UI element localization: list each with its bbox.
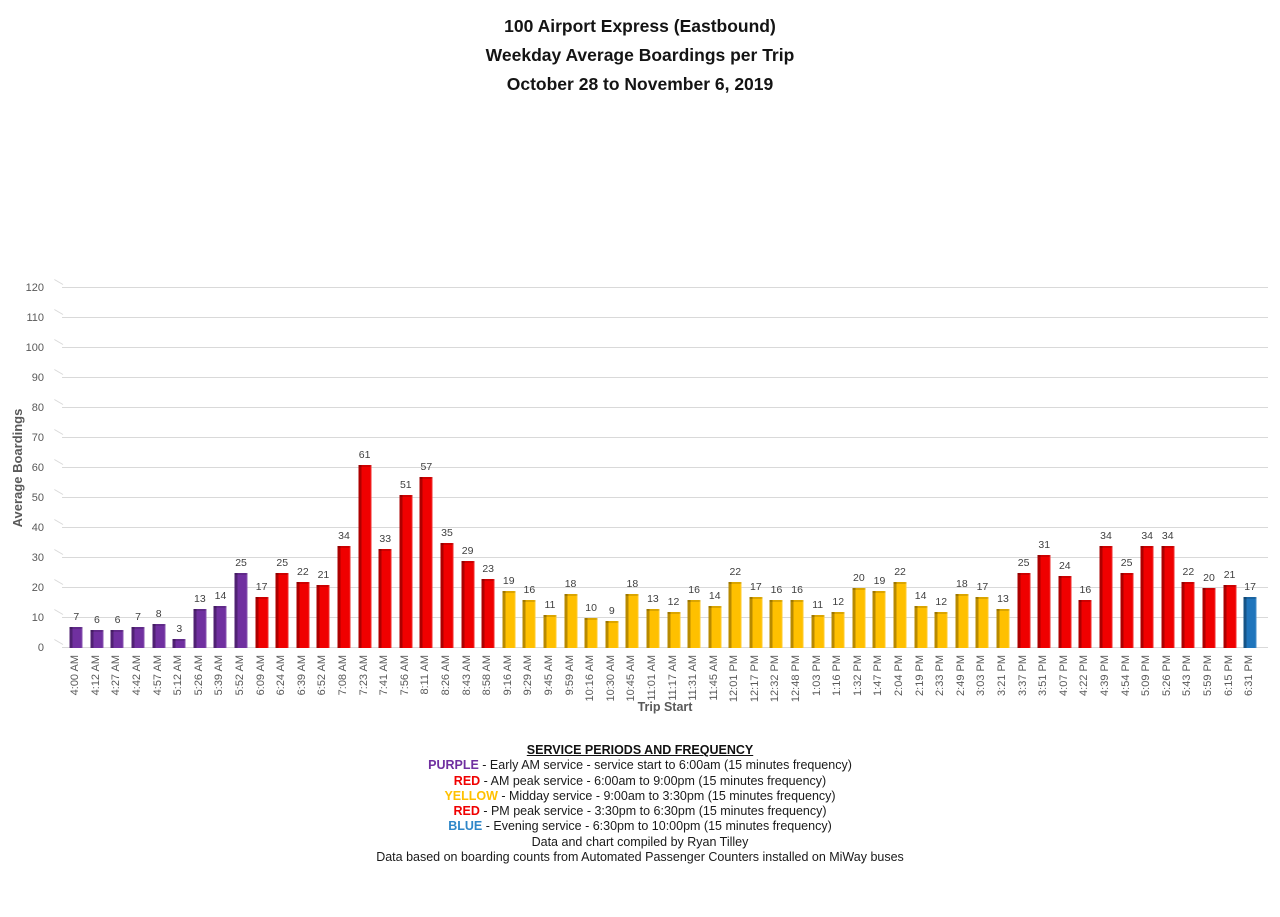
bar-value-label: 24 xyxy=(1058,560,1071,572)
x-tick-label: 9:45 AM xyxy=(542,655,555,696)
bar-value-label: 13 xyxy=(647,593,659,605)
x-tick-label: 4:42 AM xyxy=(131,655,144,696)
bar-5-52-am xyxy=(235,573,248,648)
x-tick-label: 6:52 AM xyxy=(316,655,329,696)
bar-value-label: 34 xyxy=(1141,530,1154,542)
bar-value-label: 22 xyxy=(296,566,309,578)
bar-value-label: 22 xyxy=(1182,566,1195,578)
bar-6-39-am xyxy=(296,582,309,648)
bar-8-58-am xyxy=(482,579,495,648)
bar-6-09-am xyxy=(255,597,268,648)
bar-value-label: 11 xyxy=(812,599,824,611)
bar-4-00-am xyxy=(70,627,83,648)
x-tick-label: 8:58 AM xyxy=(481,655,494,696)
bar-3-37-pm xyxy=(1017,573,1030,648)
bar-value-label: 21 xyxy=(317,569,330,581)
bar-10-16-am xyxy=(585,618,598,648)
chart-title-line3: October 28 to November 6, 2019 xyxy=(506,74,774,94)
bar-9-45-am xyxy=(543,615,556,648)
bar-value-label: 25 xyxy=(235,557,247,569)
x-tick-label: 3:51 PM xyxy=(1037,655,1050,696)
bar-slot xyxy=(169,288,190,696)
bar-7-08-am xyxy=(338,546,351,648)
gridline-nub xyxy=(54,459,63,465)
bar-slot xyxy=(560,288,581,696)
x-tick-label: 1:03 PM xyxy=(810,655,823,696)
gridline-nub xyxy=(54,519,63,525)
bar-10-45-am xyxy=(626,594,639,648)
bar-value-label: 12 xyxy=(935,596,948,608)
x-tick-label: 9:29 AM xyxy=(522,655,535,696)
x-tick-label: 11:45 AM xyxy=(707,655,720,701)
x-tick-label: 7:56 AM xyxy=(398,655,411,696)
x-tick-label: 6:31 PM xyxy=(1243,655,1256,696)
y-tick-label-100: 100 xyxy=(25,342,44,354)
bars-container xyxy=(66,288,1260,703)
bar-slot xyxy=(1055,288,1076,696)
chart-title-line1: 100 Airport Express (Eastbound) xyxy=(504,16,776,36)
x-tick-label: 5:09 PM xyxy=(1140,655,1153,696)
bar-11-45-am xyxy=(708,606,721,648)
bar-4-42-am xyxy=(132,627,145,648)
bar-value-label: 14 xyxy=(914,590,927,602)
bar-value-label: 14 xyxy=(708,590,721,602)
legend-footnote-2: Data based on boarding counts from Automated Passenger Counters installed on MiWay buses xyxy=(376,850,904,865)
bar-slot xyxy=(952,288,973,696)
bar-8-26-am xyxy=(440,543,453,648)
x-tick-label: 6:39 AM xyxy=(295,655,308,696)
bar-value-label: 3 xyxy=(176,623,183,635)
bar-9-29-am xyxy=(523,600,536,648)
bar-slot xyxy=(1240,288,1261,696)
x-tick-label: 7:41 AM xyxy=(378,655,391,696)
bar-slot xyxy=(334,288,355,696)
y-axis-title: Average Boardings xyxy=(10,408,25,528)
x-tick-label: 7:08 AM xyxy=(337,655,350,696)
bar-2-49-pm xyxy=(955,594,968,648)
x-tick-label: 11:01 AM xyxy=(645,655,658,701)
bar-value-label: 34 xyxy=(338,530,350,542)
bar-9-59-am xyxy=(564,594,577,648)
bar-4-07-pm xyxy=(1058,576,1071,648)
bar-5-12-am xyxy=(173,639,186,648)
gridline-nub xyxy=(54,399,63,405)
bar-value-label: 8 xyxy=(155,608,162,620)
bar-12-32-pm xyxy=(770,600,783,648)
bar-value-label: 18 xyxy=(564,578,577,590)
legend-footnote-1: Data and chart compiled by Ryan Tilley xyxy=(531,834,749,849)
chart-title-line2: Weekday Average Boardings per Trip xyxy=(485,45,795,65)
bar-slot xyxy=(869,288,890,696)
x-tick-label: 12:48 PM xyxy=(790,655,803,703)
bar-slot xyxy=(128,288,149,696)
bar-11-31-am xyxy=(688,600,701,648)
legend-line-2 xyxy=(0,774,1280,789)
x-tick-label: 11:31 AM xyxy=(687,655,700,701)
bar-value-label: 12 xyxy=(832,596,845,608)
bar-8-43-am xyxy=(461,561,474,648)
gridline-nub xyxy=(54,279,63,285)
bar-value-label: 17 xyxy=(1244,581,1256,593)
x-tick-label: 8:43 AM xyxy=(460,655,473,696)
bar-value-label: 25 xyxy=(1120,557,1133,569)
legend-lines xyxy=(0,758,1280,834)
bar-slot xyxy=(66,288,87,696)
bar-slot xyxy=(601,288,622,702)
x-tick-label: 5:12 AM xyxy=(172,655,185,696)
bar-slot xyxy=(293,288,314,696)
bar-2-04-pm xyxy=(894,582,907,648)
bar-value-label: 34 xyxy=(1161,530,1174,542)
gridline-nub xyxy=(54,489,63,495)
bar-1-32-pm xyxy=(852,588,865,648)
x-tick-label: 10:30 AM xyxy=(604,655,617,702)
bar-slot xyxy=(807,288,828,696)
y-axis-tick-labels xyxy=(0,282,54,654)
bar-slot xyxy=(1013,288,1034,696)
y-tick-label-120: 120 xyxy=(25,282,44,294)
bar-slot xyxy=(354,288,375,696)
bar-slot xyxy=(519,288,540,696)
bar-value-label: 20 xyxy=(853,572,865,584)
x-tick-label: 2:33 PM xyxy=(934,655,947,696)
y-tick-label-110: 110 xyxy=(26,312,44,324)
bar-3-03-pm xyxy=(976,597,989,648)
legend xyxy=(0,743,1280,865)
x-tick-label: 5:52 AM xyxy=(234,655,247,696)
bar-value-label: 14 xyxy=(214,590,227,602)
bar-5-59-pm xyxy=(1202,588,1215,648)
bar-12-48-pm xyxy=(791,600,804,648)
x-tick-label: 1:47 PM xyxy=(872,655,885,696)
bar-value-label: 18 xyxy=(626,578,639,590)
bar-value-label: 10 xyxy=(585,602,597,614)
bar-value-label: 22 xyxy=(894,566,906,578)
bar-value-label: 57 xyxy=(420,461,433,473)
bar-slot xyxy=(931,288,952,696)
gridline-nub xyxy=(54,579,63,585)
bar-slot xyxy=(684,288,705,701)
x-tick-label: 12:17 PM xyxy=(748,655,761,703)
bar-value-label: 20 xyxy=(1203,572,1215,584)
bar-4-54-pm xyxy=(1120,573,1133,648)
legend-color-word: YELLOW xyxy=(444,788,498,803)
y-tick-label-0: 0 xyxy=(37,642,44,654)
bar-value-label: 17 xyxy=(255,581,268,593)
x-tick-label: 10:45 AM xyxy=(625,655,638,702)
y-tick-label-90: 90 xyxy=(31,372,44,384)
y-tick-label-40: 40 xyxy=(31,522,44,534)
bar-slot xyxy=(313,288,334,696)
bar-value-label: 17 xyxy=(750,581,762,593)
bar-slot xyxy=(704,288,725,701)
bar-slot xyxy=(107,288,128,696)
bar-slot xyxy=(725,288,746,703)
bar-1-47-pm xyxy=(873,591,886,648)
bar-slot xyxy=(190,288,211,696)
bar-value-label: 19 xyxy=(873,575,886,587)
bar-value-label: 6 xyxy=(93,614,100,626)
x-tick-label: 2:04 PM xyxy=(893,655,906,696)
bar-slot xyxy=(1096,288,1117,696)
x-tick-label: 3:03 PM xyxy=(975,655,988,696)
x-tick-label: 5:43 PM xyxy=(1181,655,1194,696)
bar-value-label: 12 xyxy=(667,596,680,608)
bar-value-label: 31 xyxy=(1038,539,1051,551)
bar-value-label: 7 xyxy=(73,611,80,623)
bar-1-03-pm xyxy=(811,615,824,648)
bar-5-26-pm xyxy=(1161,546,1174,648)
legend-line-1 xyxy=(0,758,1280,773)
bar-slot xyxy=(1178,288,1199,696)
bar-11-01-am xyxy=(646,609,659,648)
bar-value-label: 19 xyxy=(502,575,515,587)
bar-slot xyxy=(766,288,787,703)
x-tick-label: 9:16 AM xyxy=(501,655,514,696)
bar-2-33-pm xyxy=(935,612,948,648)
bar-value-label: 22 xyxy=(729,566,742,578)
bar-value-label: 16 xyxy=(791,584,803,596)
bar-slot xyxy=(375,288,396,696)
legend-line-text: - Early AM service - service start to 6:00am (15 minutes frequency) xyxy=(478,758,852,773)
x-tick-label: 8:26 AM xyxy=(439,655,452,696)
x-tick-label: 4:12 AM xyxy=(89,655,102,696)
bar-value-label: 7 xyxy=(135,611,141,623)
x-tick-label: 4:00 AM xyxy=(69,655,82,696)
bar-value-label: 17 xyxy=(976,581,989,593)
bar-slot xyxy=(148,288,169,696)
x-axis-title: Trip Start xyxy=(637,700,693,714)
plot-area xyxy=(62,288,1268,703)
legend-color-word: PURPLE xyxy=(428,758,479,773)
gridline-nub xyxy=(54,339,63,345)
bar-slot xyxy=(910,288,931,696)
legend-line-text: - Midday service - 9:00am to 3:30pm (15 minutes frequency) xyxy=(497,788,836,803)
gridline-nub xyxy=(54,549,63,555)
y-tick-label-50: 50 xyxy=(31,492,44,504)
bar-slot xyxy=(849,288,870,696)
bar-value-label: 13 xyxy=(194,593,206,605)
bar-7-23-am xyxy=(358,465,371,648)
bar-slot xyxy=(1137,288,1158,696)
bar-4-22-pm xyxy=(1079,600,1092,648)
bar-10-30-am xyxy=(605,621,618,648)
bar-slot xyxy=(993,288,1014,696)
bar-6-52-am xyxy=(317,585,330,648)
y-tick-label-30: 30 xyxy=(31,552,44,564)
bar-3-51-pm xyxy=(1038,555,1051,648)
x-tick-label: 1:16 PM xyxy=(831,655,844,696)
bar-slot xyxy=(540,288,561,696)
bar-value-label: 61 xyxy=(358,449,371,461)
bar-slot xyxy=(457,288,478,696)
legend-line-text: - AM peak service - 6:00am to 9:00pm (15 minutes frequency) xyxy=(480,773,827,788)
bar-5-39-am xyxy=(214,606,227,648)
bar-slot xyxy=(787,288,808,703)
legend-line-3 xyxy=(0,789,1280,804)
x-tick-label: 5:59 PM xyxy=(1201,655,1214,696)
bar-8-11-am xyxy=(420,477,433,648)
bar-value-label: 16 xyxy=(688,584,700,596)
bar-value-label: 29 xyxy=(461,545,474,557)
y-tick-label-20: 20 xyxy=(31,582,44,594)
bar-slot xyxy=(663,288,684,701)
x-tick-label: 11:17 AM xyxy=(666,655,679,701)
bar-slot xyxy=(890,288,911,696)
x-tick-label: 6:09 AM xyxy=(254,655,267,696)
bar-6-31-pm xyxy=(1244,597,1257,648)
x-tick-label: 6:24 AM xyxy=(275,655,288,696)
x-tick-label: 4:07 PM xyxy=(1057,655,1070,696)
x-tick-label: 9:59 AM xyxy=(563,655,576,696)
x-tick-label: 4:22 PM xyxy=(1078,655,1091,696)
bar-slot xyxy=(1075,288,1096,696)
bar-value-label: 51 xyxy=(399,479,412,491)
legend-heading: SERVICE PERIODS AND FREQUENCY xyxy=(526,743,754,757)
bar-slot xyxy=(231,288,252,696)
bar-value-label: 13 xyxy=(997,593,1009,605)
bar-value-label: 35 xyxy=(441,527,453,539)
legend-color-word: RED xyxy=(453,773,481,788)
gridline-nub xyxy=(54,639,63,645)
bar-value-label: 6 xyxy=(114,614,121,626)
x-tick-label: 6:15 PM xyxy=(1222,655,1235,696)
bar-9-16-am xyxy=(502,591,515,648)
y-tick-label-80: 80 xyxy=(31,402,44,414)
bar-3-21-pm xyxy=(997,609,1010,648)
x-tick-label: 2:49 PM xyxy=(954,655,967,696)
bar-value-label: 33 xyxy=(379,533,392,545)
bar-2-19-pm xyxy=(914,606,927,648)
x-tick-label: 3:21 PM xyxy=(996,655,1009,696)
bar-slot xyxy=(272,288,293,696)
bar-slot xyxy=(746,288,767,703)
legend-line-5 xyxy=(0,819,1280,834)
bar-value-label: 34 xyxy=(1100,530,1112,542)
bar-slot xyxy=(1116,288,1137,696)
x-tick-label: 7:23 AM xyxy=(357,655,370,696)
bar-slot xyxy=(498,288,519,696)
bar-value-label: 23 xyxy=(482,563,495,575)
bar-slot xyxy=(87,288,108,696)
bar-slot xyxy=(437,288,458,696)
x-tick-label: 4:39 PM xyxy=(1098,655,1111,696)
x-tick-label: 2:19 PM xyxy=(913,655,926,696)
bar-4-39-pm xyxy=(1099,546,1112,648)
bar-5-43-pm xyxy=(1182,582,1195,648)
bar-6-24-am xyxy=(276,573,289,648)
y-tick-label-60: 60 xyxy=(31,462,44,474)
bar-slot xyxy=(972,288,993,696)
bar-slot xyxy=(643,288,664,701)
bar-7-41-am xyxy=(379,549,392,648)
legend-color-word: RED xyxy=(453,804,480,819)
bar-5-26-am xyxy=(193,609,206,648)
gridline-nub xyxy=(54,609,63,615)
bar-12-17-pm xyxy=(749,597,762,648)
x-tick-label: 3:37 PM xyxy=(1016,655,1029,696)
bar-slot xyxy=(1199,288,1220,696)
x-tick-label: 5:26 PM xyxy=(1160,655,1173,696)
x-tick-label: 12:32 PM xyxy=(769,655,782,703)
bar-slot xyxy=(1034,288,1055,696)
bar-slot xyxy=(416,288,437,695)
x-tick-label: 4:57 AM xyxy=(151,655,164,696)
bar-value-label: 9 xyxy=(608,605,615,617)
bar-1-16-pm xyxy=(832,612,845,648)
bar-value-label: 21 xyxy=(1223,569,1236,581)
legend-color-word: BLUE xyxy=(448,819,483,834)
bar-value-label: 16 xyxy=(770,584,783,596)
legend-line-text: - Evening service - 6:30pm to 10:00pm (15 minutes frequency) xyxy=(482,819,832,834)
x-tick-label: 4:54 PM xyxy=(1119,655,1132,696)
bar-value-label: 16 xyxy=(1079,584,1092,596)
bar-4-57-am xyxy=(152,624,165,648)
x-tick-label: 8:11 AM xyxy=(419,655,432,695)
bar-value-label: 25 xyxy=(1017,557,1030,569)
bar-5-09-pm xyxy=(1141,546,1154,648)
bar-slot xyxy=(581,288,602,702)
bar-slot xyxy=(251,288,272,696)
bar-slot xyxy=(478,288,499,696)
bar-slot xyxy=(210,288,231,696)
legend-line-text: - PM peak service - 3:30pm to 6:30pm (15 minutes frequency) xyxy=(479,804,827,819)
bar-value-label: 18 xyxy=(955,578,968,590)
bar-slot xyxy=(622,288,643,702)
legend-line-4 xyxy=(0,804,1280,819)
bar-11-17-am xyxy=(667,612,680,648)
gridline-nub xyxy=(54,429,63,435)
bar-value-label: 11 xyxy=(544,599,556,611)
x-tick-label: 1:32 PM xyxy=(851,655,864,696)
bar-4-27-am xyxy=(111,630,124,648)
x-tick-label: 4:27 AM xyxy=(110,655,123,696)
bar-value-label: 25 xyxy=(276,557,289,569)
y-tick-label-70: 70 xyxy=(31,432,44,444)
bar-slot xyxy=(1157,288,1178,696)
x-tick-label: 12:01 PM xyxy=(728,655,741,703)
bar-slot xyxy=(828,288,849,696)
bar-6-15-pm xyxy=(1223,585,1236,648)
x-tick-label: 10:16 AM xyxy=(584,655,597,702)
bar-4-12-am xyxy=(90,630,103,648)
gridline-nub xyxy=(54,309,63,315)
x-tick-label: 5:26 AM xyxy=(192,655,205,696)
y-tick-label-10: 10 xyxy=(31,612,44,624)
gridline-nub xyxy=(54,369,63,375)
bar-value-label: 16 xyxy=(523,584,536,596)
bar-slot xyxy=(1219,288,1240,696)
x-tick-label: 5:39 AM xyxy=(213,655,226,696)
bar-12-01-pm xyxy=(729,582,742,648)
bar-7-56-am xyxy=(399,495,412,648)
bar-slot xyxy=(396,288,417,696)
